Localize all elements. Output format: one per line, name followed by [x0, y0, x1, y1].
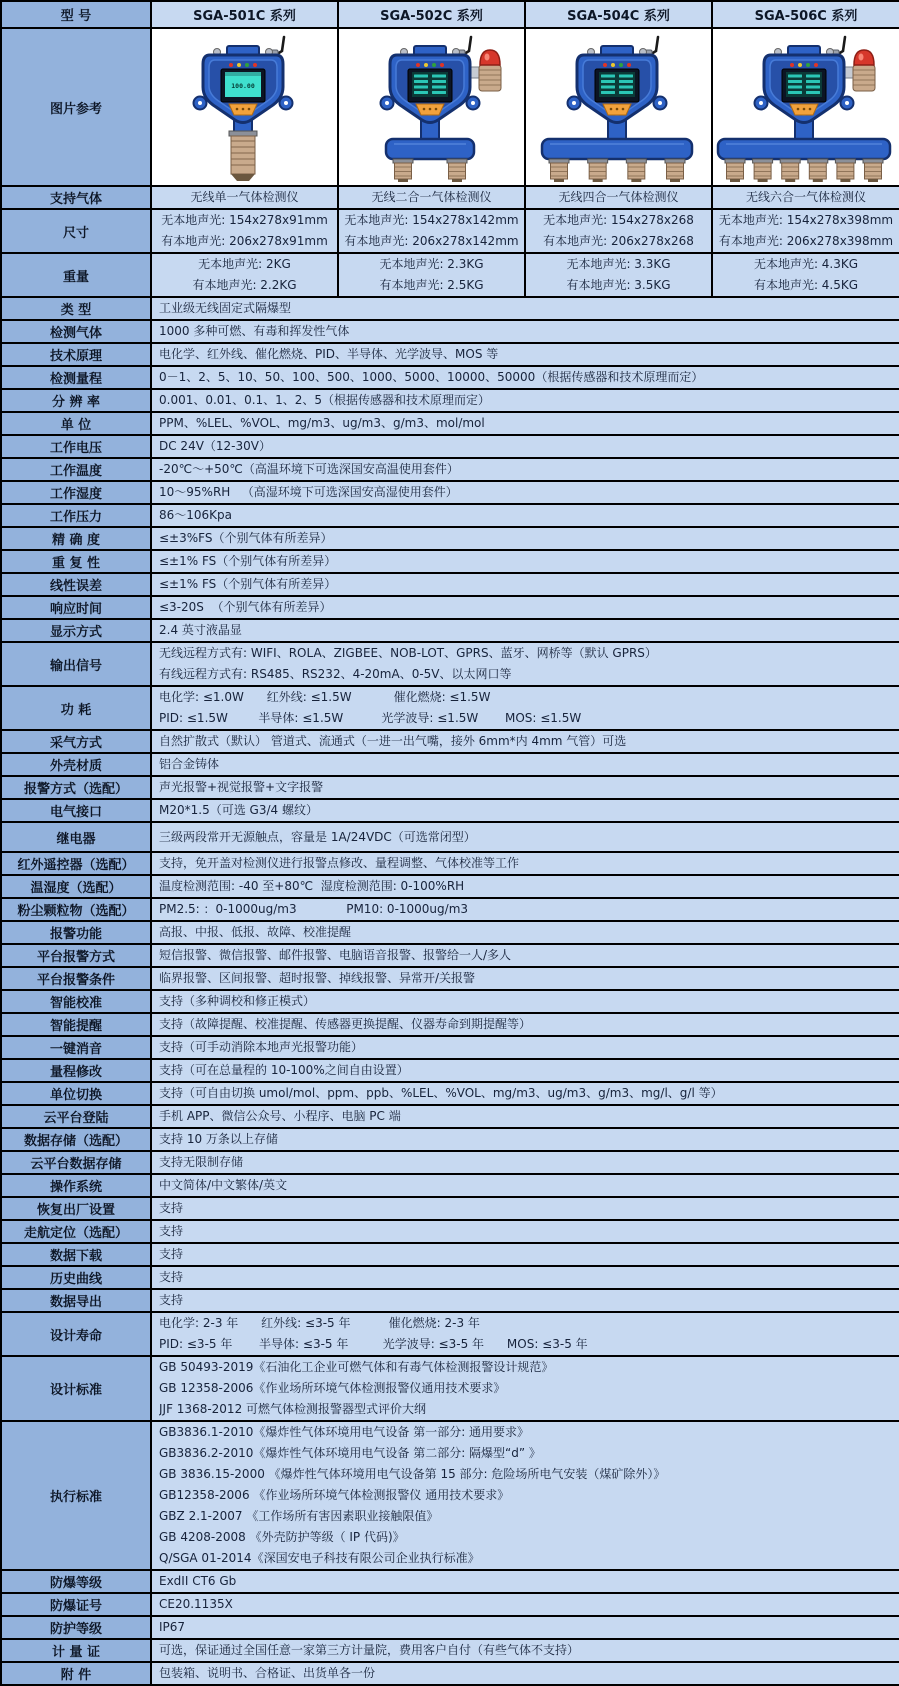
- spec-value-resolution: [151, 389, 899, 412]
- spec-value-line: 无本地声光: 4.3KG: [753, 257, 859, 271]
- spec-value-alarm-mode: [151, 776, 899, 799]
- spec-row-dimensions: [1, 209, 899, 253]
- spec-row-relay: [1, 822, 899, 852]
- row-label-power-consumption: 功 耗: [1, 686, 151, 730]
- status-led-icon: [627, 63, 631, 67]
- spec-cell-dimensions: [338, 209, 525, 253]
- spec-value-repeatability: [151, 550, 899, 573]
- spec-value-line: 0－1、2、5、10、50、100、500、1000、5000、10000、50000（根据传感器和技术原理而定）: [159, 370, 704, 384]
- spec-value-line: 电化学: 2-3 年 红外线: ≤3-5 年 催化燃烧: 2-3 年: [159, 1316, 480, 1330]
- spec-row-smart-calibration: [1, 990, 899, 1013]
- spec-value-cloud-data-storage: [151, 1151, 899, 1174]
- spec-value-line: 三级两段常开无源触点，容量是 1A/24VDC（可选常闭型）: [159, 829, 476, 844]
- spec-row-type: [1, 297, 899, 320]
- gas-detector-illustration: [527, 31, 711, 183]
- spec-value-line: 自然扩散式（默认） 管道式、流通式（一进一出气嘴，接外 6mm*内 4mm 气管）可选: [159, 734, 627, 748]
- spec-value-smart-calibration: [151, 990, 899, 1013]
- spec-value-line: Q/SGA 01-2014《深国安电子科技有限公司企业执行标准》: [159, 1551, 480, 1565]
- row-label-factory-reset: 恢复出厂设置: [1, 1197, 151, 1220]
- spec-row-metrology-cert: [1, 1639, 899, 1662]
- spec-value-line: 86～106Kpa: [159, 508, 233, 522]
- row-label-execution-standards: 执行标准: [1, 1421, 151, 1570]
- spec-value-line: 有本地声光: 206x278x268: [543, 234, 694, 248]
- spec-row-units: [1, 412, 899, 435]
- spec-value-line: 支持（可在总量程的 10-100%之间自由设置）: [159, 1063, 409, 1077]
- spec-value-line: 支持: [159, 1293, 184, 1307]
- spec-value-working-voltage: [151, 435, 899, 458]
- spec-value-line: GB 4208-2008 《外壳防护等级（ IP 代码)》: [159, 1530, 405, 1544]
- product-image-cell: [712, 28, 899, 186]
- spec-value-units: [151, 412, 899, 435]
- row-label-technology: 技术原理: [1, 343, 151, 366]
- spec-row-explosion-proof-cert: [1, 1593, 899, 1616]
- spec-value-working-pressure: [151, 504, 899, 527]
- spec-value-platform-alarm-conditions: [151, 967, 899, 990]
- spec-row-execution-standards: [1, 1421, 899, 1570]
- row-label-display-mode: 显示方式: [1, 619, 151, 642]
- spec-value-navigation-location: [151, 1220, 899, 1243]
- row-label-smart-reminder: 智能提醒: [1, 1013, 151, 1036]
- row-label-accuracy: 精 确 度: [1, 527, 151, 550]
- spec-value-unit-switch: [151, 1082, 899, 1105]
- row-label-working-pressure: 工作压力: [1, 504, 151, 527]
- spec-value-line: ≤±1% FS（个别气体有所差异）: [159, 577, 337, 591]
- spec-cell-supported-gases: [525, 186, 712, 209]
- spec-value-line: 支持 10 万条以上存储: [159, 1132, 278, 1146]
- row-label-unit-switch: 单位切换: [1, 1082, 151, 1105]
- spec-row-sampling-mode: [1, 730, 899, 753]
- spec-value-line: M20*1.5（可选 G3/4 螺纹）: [159, 803, 318, 817]
- spec-row-platform-alarm-conditions: [1, 967, 899, 990]
- spec-value-operating-system: [151, 1174, 899, 1197]
- spec-row-output-signal: [1, 642, 899, 686]
- spec-row-working-pressure: [1, 504, 899, 527]
- spec-value-line: 支持: [159, 1247, 184, 1261]
- status-led-icon: [253, 63, 257, 67]
- spec-value-line: CE20.1135X: [159, 1597, 233, 1611]
- spec-row-unit-switch: [1, 1082, 899, 1105]
- column-header-model: SGA-502C 系列: [338, 1, 525, 28]
- spec-cell-supported-gases: [712, 186, 899, 209]
- spec-value-line: 支持: [159, 1224, 184, 1238]
- spec-value-line: GB 3836.15-2000 《爆炸性气体环境用电气设备第 15 部分: 危险场所电气安装（煤矿除外）》: [159, 1467, 666, 1481]
- status-led-icon: [603, 63, 607, 67]
- spec-value-line: 无本地声光: 154x278x268: [543, 213, 694, 227]
- spec-row-technology: [1, 343, 899, 366]
- status-led-icon: [798, 63, 802, 67]
- spec-value-technology: [151, 343, 899, 366]
- spec-value-history-curve: [151, 1266, 899, 1289]
- row-label-explosion-proof-cert: 防爆证号: [1, 1593, 151, 1616]
- spec-row-resolution: [1, 389, 899, 412]
- row-label-relay: 继电器: [1, 822, 151, 852]
- gas-sensor-icon: [549, 159, 569, 182]
- spec-row-linearity-error: [1, 573, 899, 596]
- spec-value-line: 支持（故障提醒、校准提醒、传感器更换提醒、仪器寿命到期提醒等）: [159, 1017, 532, 1031]
- spec-value-line: 无本地声光: 154x278x398mm: [718, 213, 894, 227]
- spec-value-line: GB3836.2-2010《爆炸性气体环境用电气设备 第二部分: 隔爆型“d” 》: [159, 1446, 541, 1460]
- spec-value-design-standards: [151, 1356, 899, 1421]
- spec-value-line: 有线远程方式有: RS485、RS232、4-20mA、0-5V、以太网口等: [159, 667, 512, 681]
- spec-row-factory-reset: [1, 1197, 899, 1220]
- gas-sensor-icon: [587, 159, 607, 182]
- spec-value-cloud-login: [151, 1105, 899, 1128]
- spec-value-line: 支持: [159, 1201, 184, 1215]
- spec-value-range-modify: [151, 1059, 899, 1082]
- row-label-resolution: 分 辨 率: [1, 389, 151, 412]
- spec-value-line: 铝合金铸体: [159, 757, 220, 771]
- gas-sensor-icon: [808, 159, 828, 182]
- column-header-model: SGA-504C 系列: [525, 1, 712, 28]
- spec-value-line: 有本地声光: 3.5KG: [566, 278, 671, 292]
- row-label-data-download: 数据下载: [1, 1243, 151, 1266]
- row-label-protection-grade: 防护等级: [1, 1616, 151, 1639]
- spec-row-image-reference: [1, 28, 899, 186]
- row-label-working-voltage: 工作电压: [1, 435, 151, 458]
- spec-value-ir-remote: [151, 852, 899, 875]
- spec-cell-dimensions: [712, 209, 899, 253]
- spec-row-temp-humidity-option: [1, 875, 899, 898]
- status-led-icon: [229, 63, 233, 67]
- spec-value-line: 无线二合一气体检测仪: [371, 190, 492, 204]
- spec-value-line: 支持，免开盖对检测仪进行报警点修改、量程调整、气体校准等工作: [159, 856, 520, 870]
- spec-row-data-storage-option: [1, 1128, 899, 1151]
- product-image-cell: [151, 28, 338, 186]
- spec-value-one-key-mute: [151, 1036, 899, 1059]
- spec-value-line: 电化学、红外线、催化燃烧、PID、半导体、光学波导、MOS 等: [159, 347, 499, 361]
- spec-row-range-modify: [1, 1059, 899, 1082]
- gas-sensor-icon: [626, 159, 646, 182]
- spec-value-line: PM2.5: ：0-1000ug/m3 PM10: 0-1000ug/m3: [159, 902, 469, 916]
- spec-value-factory-reset: [151, 1197, 899, 1220]
- spec-row-display-mode: [1, 619, 899, 642]
- row-label-alarm-functions: 报警功能: [1, 921, 151, 944]
- spec-value-output-signal: [151, 642, 899, 686]
- row-label-alarm-mode: 报警方式（选配）: [1, 776, 151, 799]
- spec-row-cloud-data-storage: [1, 1151, 899, 1174]
- row-label-units: 单 位: [1, 412, 151, 435]
- gas-sensor-icon: [863, 159, 883, 182]
- spec-value-relay: [151, 822, 899, 852]
- row-label-detected-gases: 检测气体: [1, 320, 151, 343]
- status-led-icon: [814, 63, 818, 67]
- spec-cell-weight: [338, 253, 525, 297]
- gas-sensor-icon: [393, 159, 413, 182]
- spec-value-line: 2.4 英寸液晶显: [159, 623, 242, 637]
- spec-value-line: JJF 1368-2012 可燃气体检测报警器型式评价大纲: [159, 1402, 427, 1416]
- spec-row-operating-system: [1, 1174, 899, 1197]
- spec-row-design-standards: [1, 1356, 899, 1421]
- spec-value-design-life: [151, 1312, 899, 1356]
- product-image-cell: [338, 28, 525, 186]
- gas-detector-illustration: [714, 31, 898, 183]
- spec-value-line: ≤±3%FS（个别气体有所差异）: [159, 531, 333, 545]
- row-label-navigation-location: 走航定位（选配）: [1, 1220, 151, 1243]
- spec-value-line: 无本地声光: 2.3KG: [379, 257, 484, 271]
- spec-row-repeatability: [1, 550, 899, 573]
- spec-row-platform-alarm-methods: [1, 944, 899, 967]
- row-label-model: 型 号: [1, 1, 151, 28]
- spec-row-one-key-mute: [1, 1036, 899, 1059]
- spec-value-sampling-mode: [151, 730, 899, 753]
- row-label-one-key-mute: 一键消音: [1, 1036, 151, 1059]
- spec-value-line: PPM、%LEL、%VOL、mg/m3、ug/m3、g/m3、mol/mol: [159, 416, 485, 430]
- spec-value-line: 支持无限制存储: [159, 1155, 244, 1169]
- spec-value-linearity-error: [151, 573, 899, 596]
- spec-value-data-download: [151, 1243, 899, 1266]
- row-label-image-reference: 图片参考: [1, 28, 151, 186]
- spec-row-model: [1, 1, 899, 28]
- spec-row-housing-material: [1, 753, 899, 776]
- spec-value-line: 电化学: ≤1.0W 红外线: ≤1.5W 催化燃烧: ≤1.5W: [159, 690, 491, 704]
- spec-value-line: 无线远程方式有: WIFI、ROLA、ZIGBEE、NOB-LOT、GPRS、蓝牙、网桥等（默认 GPRS）: [159, 646, 657, 660]
- spec-value-line: ExdII CT6 Gb: [159, 1574, 237, 1588]
- status-led-icon: [237, 63, 241, 67]
- sensor-manifold: [386, 139, 474, 159]
- spec-value-display-mode: [151, 619, 899, 642]
- spec-value-line: 无本地声光: 3.3KG: [566, 257, 671, 271]
- status-led-icon: [440, 63, 444, 67]
- spec-value-line: 温度检测范围: -40 至+80℃ 湿度检测范围: 0-100%RH: [159, 879, 465, 893]
- spec-row-accuracy: [1, 527, 899, 550]
- spec-row-explosion-proof-grade: [1, 1570, 899, 1593]
- spec-value-line: 无线单一气体检测仪: [190, 190, 299, 204]
- spec-row-range: [1, 366, 899, 389]
- spec-value-line: 无本地声光: 2KG: [198, 257, 291, 271]
- spec-row-dust-option: [1, 898, 899, 921]
- spec-row-accessories: [1, 1662, 899, 1685]
- spec-value-line: 有本地声光: 206x278x91mm: [161, 234, 328, 248]
- spec-value-line: 有本地声光: 206x278x398mm: [718, 234, 894, 248]
- spec-value-type: [151, 297, 899, 320]
- row-label-operating-system: 操作系统: [1, 1174, 151, 1197]
- spec-value-line: 短信报警、微信报警、邮件报警、电脑语音报警、报警给一人/多人: [159, 948, 512, 962]
- spec-value-accuracy: [151, 527, 899, 550]
- spec-value-data-export: [151, 1289, 899, 1312]
- spec-row-response-time: [1, 596, 899, 619]
- row-label-linearity-error: 线性误差: [1, 573, 151, 596]
- row-label-response-time: 响应时间: [1, 596, 151, 619]
- spec-value-line: 临界报警、区间报警、超时报警、掉线报警、异常开/关报警: [159, 971, 476, 985]
- row-label-design-standards: 设计标准: [1, 1356, 151, 1421]
- gas-sensor-icon: [725, 159, 745, 182]
- spec-value-working-temperature: [151, 458, 899, 481]
- gas-detector-illustration: [153, 31, 337, 183]
- spec-cell-weight: [151, 253, 338, 297]
- spec-value-power-consumption: [151, 686, 899, 730]
- column-header-model: SGA-506C 系列: [712, 1, 899, 28]
- spec-value-housing-material: [151, 753, 899, 776]
- spec-value-line: DC 24V（12-30V）: [159, 439, 271, 453]
- spec-value-line: 声光报警+视觉报警+文字报警: [159, 780, 324, 794]
- spec-value-line: 包装箱、说明书、合格证、出货单各一份: [159, 1666, 376, 1680]
- spec-value-line: 无线六合一气体检测仪: [745, 190, 866, 204]
- row-label-accessories: 附 件: [1, 1662, 151, 1685]
- status-led-icon: [611, 63, 615, 67]
- row-label-platform-alarm-methods: 平台报警方式: [1, 944, 151, 967]
- spec-row-supported-gases: [1, 186, 899, 209]
- row-label-temp-humidity-option: 温湿度（选配）: [1, 875, 151, 898]
- spec-value-electrical-interface: [151, 799, 899, 822]
- spec-row-alarm-mode: [1, 776, 899, 799]
- spec-value-line: 有本地声光: 4.5KG: [753, 278, 859, 292]
- spec-cell-weight: [525, 253, 712, 297]
- spec-value-line: 支持（多种调校和修正模式）: [159, 994, 316, 1008]
- spec-value-line: 可选，保证通过全国任意一家第三方计量院，费用客户自付（有些气体不支持）: [159, 1643, 580, 1657]
- row-label-dust-option: 粉尘颗粒物（选配）: [1, 898, 151, 921]
- gas-sensor-icon: [753, 159, 773, 182]
- gas-sensor-icon: [447, 159, 467, 182]
- row-label-dimensions: 尺寸: [1, 209, 151, 253]
- spec-value-line: 10～95%RH （高湿环境下可选深国安高湿使用套件）: [159, 485, 458, 499]
- status-led-icon: [619, 63, 623, 67]
- row-label-explosion-proof-grade: 防爆等级: [1, 1570, 151, 1593]
- row-label-design-life: 设计寿命: [1, 1312, 151, 1356]
- row-label-supported-gases: 支持气体: [1, 186, 151, 209]
- spec-value-line: 支持: [159, 1270, 184, 1284]
- gas-sensor-icon: [229, 131, 257, 181]
- spec-value-data-storage-option: [151, 1128, 899, 1151]
- spec-value-range: [151, 366, 899, 389]
- spec-value-line: GB12358-2006 《作业场所环境气体检测报警仪 通用技术要求》: [159, 1488, 510, 1502]
- spec-row-alarm-functions: [1, 921, 899, 944]
- gas-detector-illustration: [340, 31, 524, 183]
- status-led-icon: [416, 63, 420, 67]
- spec-value-metrology-cert: [151, 1639, 899, 1662]
- status-led-icon: [790, 63, 794, 67]
- spec-value-line: -20℃～+50℃（高温环境下可选深国安高温使用套件）: [159, 462, 459, 476]
- spec-value-line: ≤3-20S （个别气体有所差异）: [159, 600, 332, 614]
- column-header-model: SGA-501C 系列: [151, 1, 338, 28]
- row-label-smart-calibration: 智能校准: [1, 990, 151, 1013]
- spec-value-line: IP67: [159, 1620, 186, 1634]
- spec-value-execution-standards: [151, 1421, 899, 1570]
- spec-row-design-life: [1, 1312, 899, 1356]
- spec-value-line: GBZ 2.1-2007 《工作场所有害因素职业接触限值》: [159, 1509, 439, 1523]
- spec-value-line: GB 12358-2006《作业场所环境气体检测报警仪通用技术要求》: [159, 1381, 506, 1395]
- status-led-icon: [424, 63, 428, 67]
- sensor-manifold: [718, 139, 890, 159]
- row-label-repeatability: 重 复 性: [1, 550, 151, 573]
- spec-value-line: 中文简体/中文繁体/英文: [159, 1178, 288, 1192]
- spec-row-ir-remote: [1, 852, 899, 875]
- spec-value-explosion-proof-grade: [151, 1570, 899, 1593]
- spec-cell-supported-gases: [151, 186, 338, 209]
- spec-value-platform-alarm-methods: [151, 944, 899, 967]
- spec-value-explosion-proof-cert: [151, 1593, 899, 1616]
- spec-value-line: 手机 APP、微信公众号、小程序、电脑 PC 端: [159, 1109, 401, 1123]
- spec-value-line: 工业级无线固定式隔爆型: [159, 301, 292, 315]
- row-label-ir-remote: 红外遥控器（选配）: [1, 852, 151, 875]
- spec-row-cloud-login: [1, 1105, 899, 1128]
- status-led-icon: [432, 63, 436, 67]
- spec-value-smart-reminder: [151, 1013, 899, 1036]
- gas-sensor-icon: [835, 159, 855, 182]
- spec-row-data-download: [1, 1243, 899, 1266]
- spec-row-history-curve: [1, 1266, 899, 1289]
- row-label-type: 类 型: [1, 297, 151, 320]
- spec-value-detected-gases: [151, 320, 899, 343]
- spec-value-protection-grade: [151, 1616, 899, 1639]
- gas-sensor-icon: [780, 159, 800, 182]
- spec-value-line: 有本地声光: 2.2KG: [192, 278, 297, 292]
- spec-row-working-temperature: [1, 458, 899, 481]
- spec-value-working-humidity: [151, 481, 899, 504]
- spec-value-line: 支持（可自由切换 umol/mol、ppm、ppb、%LEL、%VOL、mg/m3、ug/m3、g/m3、mg/l、g/l 等）: [159, 1086, 723, 1100]
- spec-value-response-time: [151, 596, 899, 619]
- spec-value-line: 有本地声光: 206x278x142mm: [344, 234, 519, 248]
- sensor-manifold: [542, 139, 692, 159]
- svg-text:100.00: 100.00: [230, 82, 255, 90]
- spec-cell-dimensions: [525, 209, 712, 253]
- row-label-data-export: 数据导出: [1, 1289, 151, 1312]
- spec-value-line: 0.001、0.01、0.1、1、2、5（根据传感器和技术原理而定）: [159, 393, 491, 407]
- row-label-cloud-login: 云平台登陆: [1, 1105, 151, 1128]
- spec-value-dust-option: [151, 898, 899, 921]
- spec-value-line: GB 50493-2019《石油化工企业可燃气体和有毒气体检测报警设计规范》: [159, 1360, 554, 1374]
- spec-value-temp-humidity-option: [151, 875, 899, 898]
- spec-row-smart-reminder: [1, 1013, 899, 1036]
- spec-value-line: GB3836.1-2010《爆炸性气体环境用电气设备 第一部分: 通用要求》: [159, 1425, 530, 1439]
- row-label-metrology-cert: 计 量 证: [1, 1639, 151, 1662]
- spec-value-line: 无线四合一气体检测仪: [558, 190, 679, 204]
- spec-cell-dimensions: [151, 209, 338, 253]
- spec-value-line: 有本地声光: 2.5KG: [379, 278, 484, 292]
- spec-cell-weight: [712, 253, 899, 297]
- spec-row-power-consumption: [1, 686, 899, 730]
- row-label-cloud-data-storage: 云平台数据存储: [1, 1151, 151, 1174]
- spec-cell-supported-gases: [338, 186, 525, 209]
- spec-row-navigation-location: [1, 1220, 899, 1243]
- row-label-electrical-interface: 电气接口: [1, 799, 151, 822]
- row-label-sampling-mode: 采气方式: [1, 730, 151, 753]
- row-label-housing-material: 外壳材质: [1, 753, 151, 776]
- spec-row-electrical-interface: [1, 799, 899, 822]
- spec-row-working-humidity: [1, 481, 899, 504]
- spec-row-detected-gases: [1, 320, 899, 343]
- row-label-platform-alarm-conditions: 平台报警条件: [1, 967, 151, 990]
- spec-row-protection-grade: [1, 1616, 899, 1639]
- row-label-output-signal: 输出信号: [1, 642, 151, 686]
- spec-value-line: 1000 多种可燃、有毒和挥发性气体: [159, 324, 350, 338]
- spec-value-line: PID: ≤3-5 年 半导体: ≤3-5 年 光学波导: ≤3-5 年 MOS: ≤3-5 年: [159, 1337, 588, 1351]
- product-image-cell: [525, 28, 712, 186]
- row-label-working-humidity: 工作湿度: [1, 481, 151, 504]
- spec-value-alarm-functions: [151, 921, 899, 944]
- row-label-range: 检测量程: [1, 366, 151, 389]
- status-led-icon: [245, 63, 249, 67]
- row-label-range-modify: 量程修改: [1, 1059, 151, 1082]
- spec-value-line: 无本地声光: 154x278x142mm: [344, 213, 519, 227]
- row-label-data-storage-option: 数据存储（选配）: [1, 1128, 151, 1151]
- spec-value-accessories: [151, 1662, 899, 1685]
- gas-sensor-icon: [665, 159, 685, 182]
- row-label-history-curve: 历史曲线: [1, 1266, 151, 1289]
- spec-value-line: PID: ≤1.5W 半导体: ≤1.5W 光学波导: ≤1.5W MOS: ≤1.5W: [159, 711, 582, 725]
- spec-row-weight: [1, 253, 899, 297]
- spec-row-data-export: [1, 1289, 899, 1312]
- spec-value-line: ≤±1% FS（个别气体有所差异）: [159, 554, 337, 568]
- spec-row-working-voltage: [1, 435, 899, 458]
- spec-value-line: 支持（可手动消除本地声光报警功能）: [159, 1040, 364, 1054]
- status-led-icon: [806, 63, 810, 67]
- spec-value-line: 无本地声光: 154x278x91mm: [161, 213, 328, 227]
- row-label-weight: 重量: [1, 253, 151, 297]
- spec-value-line: 高报、中报、低报、故障、校准提醒: [159, 925, 352, 939]
- row-label-working-temperature: 工作温度: [1, 458, 151, 481]
